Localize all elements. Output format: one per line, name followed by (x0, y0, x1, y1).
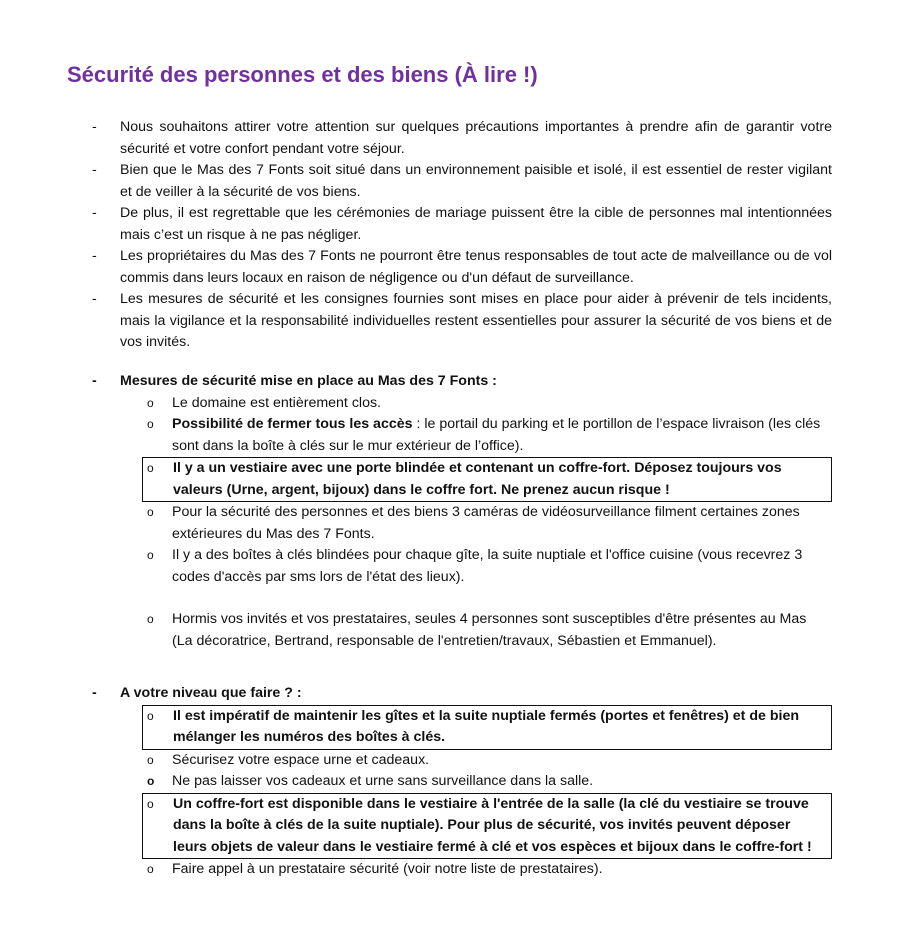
list-item-text: Ne pas laisser vos cadeaux et urne sans surveillance dans la salle. (172, 773, 594, 789)
list-item-bold-text: Possibilité de fermer tous les accès (172, 416, 413, 432)
list-item-text: Le domaine est entièrement clos. (172, 394, 381, 411)
dash-bullet: - (92, 162, 97, 178)
dash-bullet: - (92, 248, 97, 264)
intro-text: Bien que le Mas des 7 Fonts soit situé dans un environnement paisible et isolé, il est essentiel de rester vigilant et de veiller à la sécurité de vos biens. (120, 162, 832, 200)
intro-text: De plus, il est regrettable que les cérémonies de mariage puissent être la cible de personnes mal intentionnées mais c’est un risque à ne pas négliger. (120, 205, 832, 243)
circle-bullet: o (147, 548, 154, 562)
circle-bullet: o (147, 774, 155, 788)
intro-text: Les mesures de sécurité et les consignes fournies sont mises en place pour aider à prévenir de tels incidents, mais la vigilance et la responsabilité individuelles restent essentielles pour assurer la sécurité de vos biens et de vos invités. (120, 291, 832, 350)
dash-bullet: - (92, 205, 97, 221)
circle-bullet: o (147, 862, 154, 876)
list-item (92, 750, 832, 772)
section-heading (92, 371, 832, 393)
list-item (92, 414, 832, 457)
measures-list (92, 393, 832, 653)
dash-bullet: - (92, 291, 97, 307)
circle-bullet: o (147, 612, 154, 626)
circle-bullet: o (147, 796, 154, 811)
circle-bullet: o (147, 461, 154, 475)
list-item (92, 502, 832, 545)
list-item-text: Il y a des boîtes à clés blindées pour chaque gîte, la suite nuptiale et l'office cuisine (vous recevrez 3 codes d'accès par sms lors de l'état des lieux). (172, 547, 803, 585)
circle-bullet: o (147, 395, 154, 410)
list-item-text: Faire appel à un prestataire sécurité (voir notre liste de prestataires). (172, 861, 603, 877)
list-item-text: : le portail du parking et le portillon de l’espace livraison (les clés sont dans la boîte à clés sur le mur extérieur de l’office). (172, 416, 821, 454)
list-item (92, 289, 832, 354)
intro-text: Nous souhaitons attirer votre attention sur quelques précautions importantes à prendre afin de garantir votre sécurité et votre confort pendant votre séjour. (120, 119, 832, 157)
list-item-text: Hormis vos invités et vos prestataires, seules 4 personnes sont susceptibles d'être présentes au Mas (La décoratrice, Bertrand, responsable de l'entretien/travaux, Sébastien et Emmanuel). (172, 611, 807, 649)
list-item (92, 117, 832, 160)
list-item (92, 771, 832, 793)
section-heading-text: Mesures de sécurité mise en place au Mas des 7 Fonts : (120, 373, 497, 389)
list-item (92, 393, 832, 415)
intro-list (92, 117, 832, 354)
boxed-list-item (142, 793, 832, 860)
security-measures-section (92, 371, 832, 652)
list-item (92, 609, 832, 652)
list-item (92, 545, 832, 588)
circle-bullet: o (147, 417, 154, 431)
boxed-list-item (142, 457, 832, 502)
circle-bullet: o (147, 708, 154, 723)
actions-list (92, 705, 832, 881)
dash-bullet: - (92, 373, 97, 389)
dash-bullet: - (92, 119, 97, 135)
dash-bullet: - (92, 685, 97, 701)
list-item (92, 160, 832, 203)
list-item (92, 203, 832, 246)
circle-bullet: o (147, 505, 154, 519)
list-item-text: Sécurisez votre espace urne et cadeaux. (172, 751, 430, 768)
intro-text: Les propriétaires du Mas des 7 Fonts ne pourront être tenus responsables de tout acte de malveillance ou de vol commis dans leurs locaux en raison de négligence ou d'un défaut de surveillance. (120, 248, 832, 286)
section-heading (92, 683, 832, 705)
list-item-text: Un coffre-fort est disponible dans le vestiaire à l'entrée de la salle (la clé du vestiaire se trouve dans la boîte à clés de la suite nuptiale). Pour plus de sécurité, vos invités peuvent déposer leurs objets de valeur dans le vestiaire fermé à clé et vos espèces et bijoux dans le coffre-fort ! (173, 795, 812, 855)
page-title: Sécurité des personnes et des biens (À lire !) (67, 62, 538, 87)
circle-bullet: o (147, 752, 154, 767)
list-item-text: Pour la sécurité des personnes et des biens 3 caméras de vidéosurveillance filment certaines zones extérieures du Mas des 7 Fonts. (172, 504, 800, 542)
boxed-list-item (142, 705, 832, 750)
list-item-text: Il y a un vestiaire avec une porte blindée et contenant un coffre-fort. Déposez toujours vos valeurs (Urne, argent, bijoux) dans le coffre fort. Ne prenez aucun risque ! (173, 460, 782, 498)
list-item (92, 859, 832, 881)
list-item (92, 246, 832, 289)
actions-section (92, 683, 832, 881)
list-item-text: Il est impératif de maintenir les gîtes et la suite nuptiale fermés (portes et fenêtres) et de bien mélanger les numéros des boîtes à clés. (173, 707, 800, 745)
section-heading-text: A votre niveau que faire ? : (120, 685, 302, 701)
